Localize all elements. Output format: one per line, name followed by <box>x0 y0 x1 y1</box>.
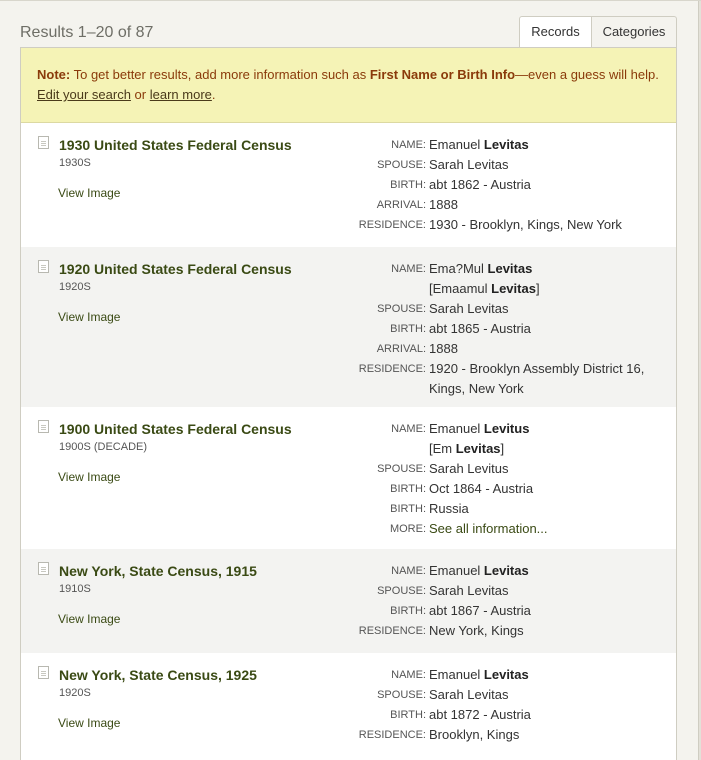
record-row <box>21 653 676 757</box>
tab-records[interactable]: Records <box>519 16 592 48</box>
field-label: NAME: <box>391 263 426 275</box>
field-row <box>321 561 671 581</box>
field-value: Ema?Mul Levitas <box>429 261 533 276</box>
field-value: Emanuel Levitus <box>429 421 530 436</box>
edit-search-link[interactable]: Edit your search <box>37 87 131 102</box>
field-row <box>321 439 671 459</box>
record-row <box>21 247 676 407</box>
field-value: 1930 - Brooklyn, Kings, New York <box>429 217 622 232</box>
field-value: Sarah Levitas <box>429 301 509 316</box>
record-collection-date: 1900S (DECADE) <box>59 441 148 453</box>
field-row <box>321 299 671 319</box>
record-title[interactable]: 1900 United States Federal Census <box>59 421 292 437</box>
field-label <box>321 279 429 299</box>
field-value: Oct 1864 - Austria <box>429 481 534 496</box>
record-fields <box>321 419 671 539</box>
field-row <box>321 135 671 155</box>
field-row <box>321 339 671 359</box>
record-collection-date: 1930S <box>59 157 91 169</box>
field-label: RESIDENCE: <box>358 219 426 231</box>
field-row <box>321 665 671 685</box>
field-row <box>321 459 671 479</box>
note-label: Note: <box>37 67 71 82</box>
field-value: 1888 <box>429 341 458 356</box>
view-image-link[interactable]: View Image <box>58 470 121 484</box>
field-label: ARRIVAL: <box>376 199 426 211</box>
field-label: SPOUSE: <box>377 303 426 315</box>
field-row <box>321 379 671 399</box>
field-label: RESIDENCE: <box>358 625 426 637</box>
field-row <box>321 215 671 235</box>
field-row <box>321 319 671 339</box>
field-value <box>429 519 671 539</box>
field-row <box>321 601 671 621</box>
document-icon <box>38 420 49 433</box>
field-value: abt 1862 - Austria <box>429 177 531 192</box>
field-label: BIRTH: <box>390 605 426 617</box>
field-label: BIRTH: <box>390 483 426 495</box>
results-count: Results 1–20 of 87 <box>20 24 154 41</box>
record-collection-date: 1920S <box>59 281 91 293</box>
record-row <box>21 407 676 549</box>
field-value: Emanuel Levitas <box>429 563 529 578</box>
field-value: Sarah Levitas <box>429 157 509 172</box>
field-row <box>321 621 671 641</box>
note-text: To get better results, add more information such as <box>70 67 370 82</box>
field-value: Sarah Levitus <box>429 461 509 476</box>
document-icon <box>38 562 49 575</box>
field-row <box>321 155 671 175</box>
field-label: SPOUSE: <box>377 585 426 597</box>
see-all-information-link[interactable]: See all information... <box>429 521 548 536</box>
note-text: —even a guess will help. <box>515 67 659 82</box>
field-value: 1888 <box>429 197 458 212</box>
field-row <box>321 175 671 195</box>
tab-categories[interactable]: Categories <box>592 16 677 48</box>
record-row <box>21 549 676 653</box>
field-value: abt 1865 - Austria <box>429 321 531 336</box>
field-label: RESIDENCE: <box>358 729 426 741</box>
view-image-link[interactable]: View Image <box>58 186 121 200</box>
field-value: [Em Levitas] <box>429 441 505 456</box>
field-label: SPOUSE: <box>377 689 426 701</box>
view-image-link[interactable]: View Image <box>58 612 121 626</box>
note-text: or <box>130 87 150 102</box>
field-value: [Emaamul Levitas] <box>429 281 540 296</box>
field-label <box>321 439 429 459</box>
field-label <box>321 379 429 399</box>
view-image-link[interactable]: View Image <box>58 310 121 324</box>
field-label: NAME: <box>391 423 426 435</box>
field-label: MORE: <box>389 523 426 535</box>
field-row <box>321 419 671 439</box>
field-value: abt 1872 - Austria <box>429 707 531 722</box>
field-row <box>321 519 671 539</box>
results-panel <box>20 47 677 760</box>
note-text: . <box>211 87 216 102</box>
view-image-link[interactable]: View Image <box>58 716 121 730</box>
record-fields <box>321 665 671 745</box>
field-label: NAME: <box>391 669 426 681</box>
field-label: BIRTH: <box>390 179 426 191</box>
field-label: BIRTH: <box>390 709 426 721</box>
field-label: BIRTH: <box>390 323 426 335</box>
note-emphasis: First Name or Birth Info <box>369 67 516 82</box>
field-label: SPOUSE: <box>377 463 426 475</box>
field-value: abt 1867 - Austria <box>429 603 531 618</box>
field-value: Kings, New York <box>429 381 524 396</box>
field-row <box>321 259 671 279</box>
field-label: ARRIVAL: <box>376 343 426 355</box>
field-row <box>321 705 671 725</box>
document-icon <box>38 666 49 679</box>
field-label: SPOUSE: <box>377 159 426 171</box>
record-title[interactable]: 1930 United States Federal Census <box>59 137 292 153</box>
field-label: NAME: <box>391 565 426 577</box>
field-value: Brooklyn, Kings <box>429 727 520 742</box>
field-value: Emanuel Levitas <box>429 137 529 152</box>
record-collection-date: 1910S <box>59 583 91 595</box>
field-label: BIRTH: <box>390 503 426 515</box>
search-tip-note <box>21 48 676 123</box>
field-row <box>321 279 671 299</box>
field-row <box>321 685 671 705</box>
document-icon <box>38 260 49 273</box>
field-row <box>321 195 671 215</box>
field-label: NAME: <box>391 139 426 151</box>
record-fields <box>321 561 671 641</box>
record-title[interactable]: 1920 United States Federal Census <box>59 261 292 277</box>
field-value: Emanuel Levitas <box>429 667 529 682</box>
field-row <box>321 725 671 745</box>
field-row <box>321 581 671 601</box>
view-tabs <box>519 16 677 48</box>
field-row <box>321 499 671 519</box>
field-value: Russia <box>429 501 469 516</box>
learn-more-link[interactable]: learn more <box>149 87 212 102</box>
record-title[interactable]: New York, State Census, 1915 <box>59 563 257 579</box>
record-title[interactable]: New York, State Census, 1925 <box>59 667 257 683</box>
record-fields <box>321 135 671 235</box>
field-label: RESIDENCE: <box>358 363 426 375</box>
record-fields <box>321 259 671 399</box>
document-icon <box>38 136 49 149</box>
field-value: 1920 - Brooklyn Assembly District 16, <box>429 361 645 376</box>
field-value: Sarah Levitas <box>429 687 509 702</box>
record-row <box>21 123 676 247</box>
field-row <box>321 359 671 379</box>
field-row <box>321 479 671 499</box>
record-collection-date: 1920S <box>59 687 91 699</box>
field-value: New York, Kings <box>429 623 524 638</box>
field-value: Sarah Levitas <box>429 583 509 598</box>
